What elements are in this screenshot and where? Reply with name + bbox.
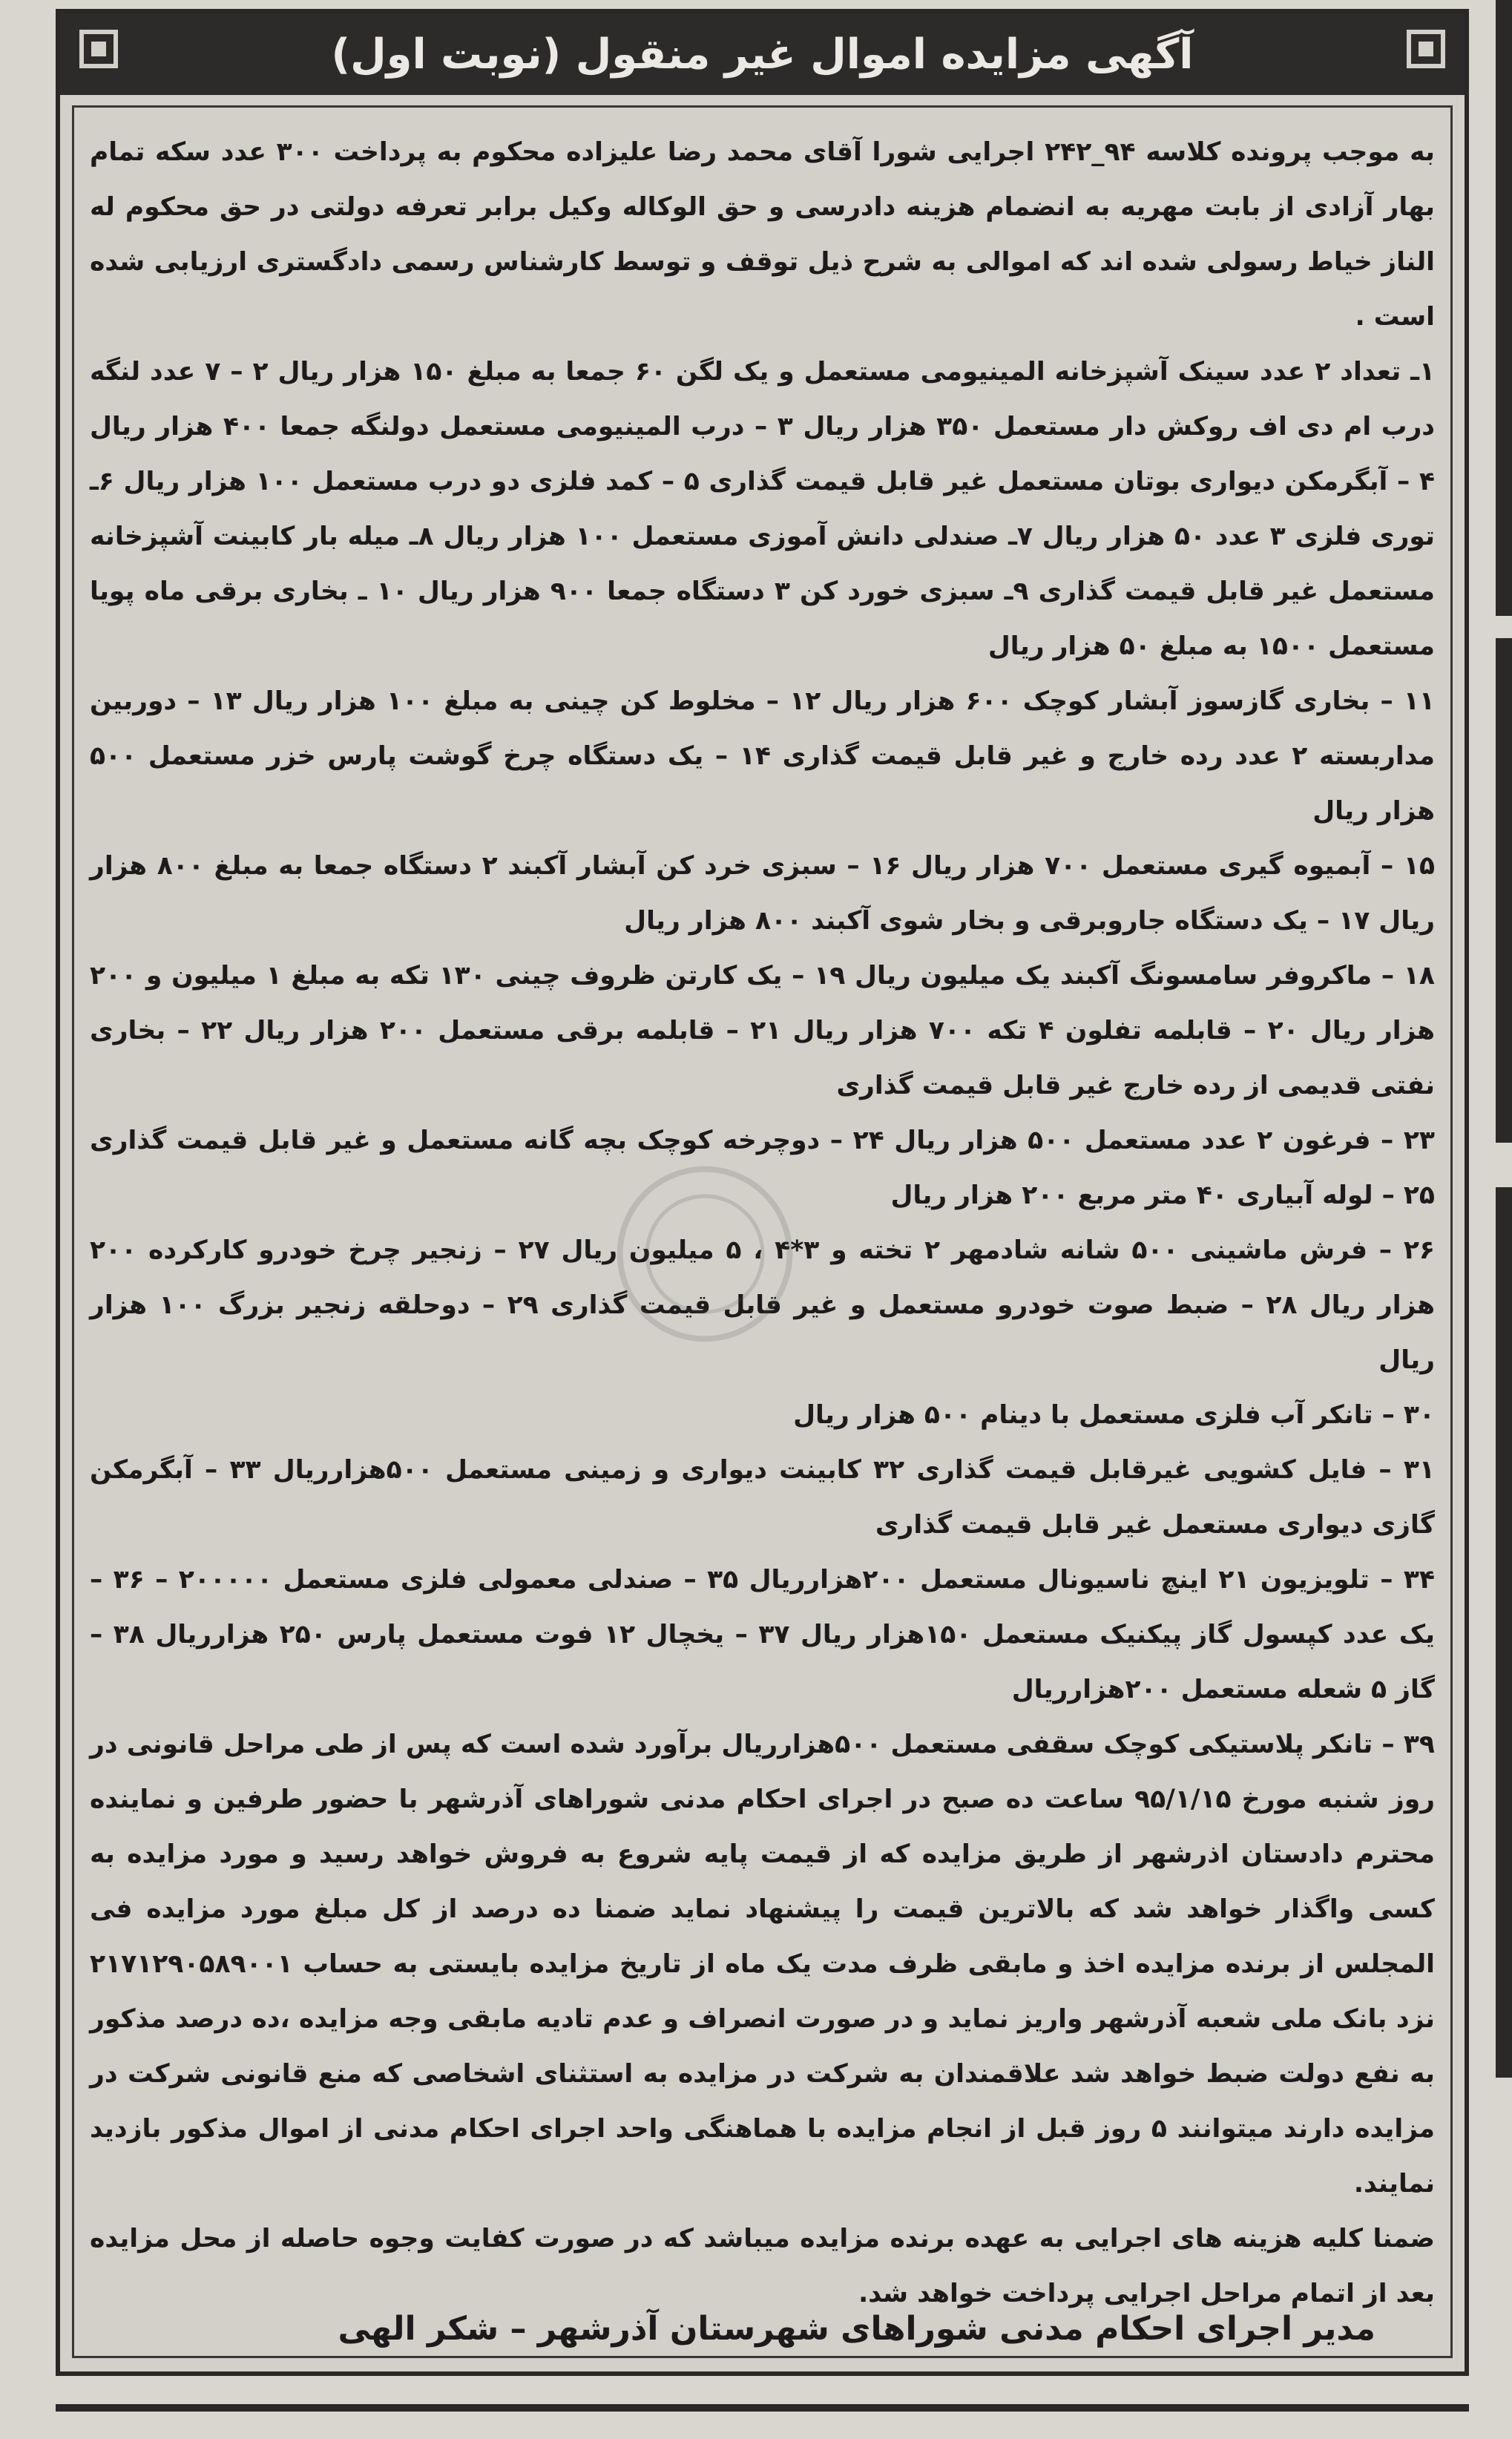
title-bar (60, 13, 1465, 95)
intro-paragraph: به موجب پرونده کلاسه ۹۴_۲۴۲ اجرایی شورا آقای محمد رضا علیزاده محکوم به پرداخت ۳۰۰ عدد سکه تمام بهار آزادی از بابت مهریه به انضمام هزینه دادرسی و حق الوکاله وکیل برابر تعرفه دولتی در حق محکوم له الناز خیاط رسولی شده اند که اموالی به شرح ذیل توقف و توسط کارشناس رسمی دادگستری ارزیابی شده است . (90, 137, 1435, 332)
page-edge-strip-top (1496, 0, 1512, 616)
costs-paragraph: ضمنا کلیه هزینه های اجرایی به عهده برنده مزایده میباشد که در صورت کفایت وجوه حاصله از محل مزایده بعد از اتمام مراحل اجرایی پرداخت خواهد شد. (90, 2224, 1435, 2308)
notice-title: آگهی مزایده اموال غیر منقول (نوبت اول) (331, 30, 1194, 79)
items-paragraph-6: ۲۶ – فرش ماشینی ۵۰۰ شانه شادمهر ۲ تخته و ۳*۴ ، ۵ میلیون ریال ۲۷ – زنجیر چرخ خودرو کارکرده ۲۰۰ هزار ریال ۲۸ – ضبط صوت خودرو مستعمل و غیر قابل قیمت گذاری ۲۹ – دوحلقه زنجیر بزرگ ۱۰۰ هزار ریال (90, 1235, 1436, 1375)
page-edge-strip-bottom (1496, 1187, 1512, 2078)
items-paragraph-7: ۳۰ – تانکر آب فلزی مستعمل با دینام ۵۰۰ هزار ریال (793, 1400, 1435, 1430)
items-paragraph-4: ۱۸ – ماکروفر سامسونگ آکبند یک میلیون ریال ۱۹ – یک کارتن ظروف چینی ۱۳۰ تکه به مبلغ ۱ میلیون و ۲۰۰ هزار ریال ۲۰ – قابلمه تفلون ۴ تکه ۷۰۰ هزار ریال ۲۱ – قابلمه برقی مستعمل ۲۰۰ هزار ریال ۲۲ – بخاری نفتی قدیمی از رده خارج غیر قابل قیمت گذاری (90, 961, 1436, 1100)
signature-line: مدیر اجرای احکام مدنی شوراهای شهرستان آذرشهر – شکر الهی (338, 2310, 1375, 2348)
auction-terms-paragraph: ۳۹ – تانکر پلاستیکی کوچک سقفی مستعمل ۵۰۰هزارریال برآورد شده است که پس از طی مراحل قانونی در روز شنبه مورخ ۹۵/۱/۱۵ ساعت ده صبح در اجرای احکام مدنی شوراهای آذرشهر با حضور طرفین و نماینده محترم دادستان اذرشهر از طریق مزایده که از قیمت پایه شروع به فروش خواهد رسید و مورد مزایده به کسی واگذار خواهد شد که بالاترین قیمت را پیشنهاد نماید ضمنا ده درصد از کل مبلغ مورد مزایده فی المجلس از برنده مزایده اخذ و مابقی ظرف مدت یک ماه از تاریخ مزایده بایستی به حساب ۲۱۷۱۲۹۰۵۸۹۰۰۱ نزد بانک ملی شعبه آذرشهر واریز نماید و در صورت انصراف و عدم تادیه مابقی وجه مزایده ،ده درصد مذکور به نفع دولت ضبط خواهد شد علاقمندان به شرکت در مزایده به استثنای اشخاصی که منع قانونی شرکت در مزایده دارند میتوانند ۵ روز قبل از انجام مزایده با هماهنگی واحد اجرای احکام مدنی از اموال مذکور بازدید نمایند. (90, 1730, 1436, 2199)
bottom-rule (56, 2404, 1469, 2412)
items-paragraph-3: ۱۵ – آبمیوه گیری مستعمل ۷۰۰ هزار ریال ۱۶ – سبزی خرد کن آبشار آکبند ۲ دستگاه جمعا به مبلغ ۸۰۰ هزار ریال ۱۷ – یک دستگاه جاروبرقی و بخار شوی آکبند ۸۰۰ هزار ریال (90, 851, 1436, 936)
page-edge-strip-middle (1496, 638, 1512, 1143)
corner-ornament-left (79, 30, 118, 68)
corner-ornament-right (1407, 30, 1445, 68)
items-paragraph-5: ۲۳ – فرغون ۲ عدد مستعمل ۵۰۰ هزار ریال ۲۴ – دوچرخه کوچک بچه گانه مستعمل و غیر قابل قیمت گذاری ۲۵ – لوله آبیاری ۴۰ متر مربع ۲۰۰ هزار ریال (90, 1126, 1435, 1210)
watermark-seal (608, 1158, 801, 1350)
items-paragraph-8: ۳۱ – فایل کشویی غیرقابل قیمت گذاری ۳۲ کابینت دیواری و زمینی مستعمل ۵۰۰هزارریال ۳۳ – آبگرمکن گازی دیواری مستعمل غیر قابل قیمت گذاری (90, 1455, 1435, 1540)
items-paragraph-9: ۳۴ – تلویزیون ۲۱ اینچ ناسیونال مستعمل ۲۰۰هزارریال ۳۵ – صندلی معمولی فلزی مستعمل ۲۰۰۰۰۰ – ۳۶ – یک عدد کپسول گاز پیکنیک مستعمل ۱۵۰هزار ریال ۳۷ – یخچال ۱۲ فوت مستعمل پارس ۲۵۰ هزارریال ۳۸ – گاز ۵ شعله مستعمل ۲۰۰هزارریال (90, 1565, 1436, 1704)
items-paragraph-2: ۱۱ – بخاری گازسوز آبشار کوچک ۶۰۰ هزار ریال ۱۲ – مخلوط کن چینی به مبلغ ۱۰۰ هزار ریال ۱۳ – دوربین مداربسته ۲ عدد رده خارج و غیر قابل قیمت گذاری ۱۴ – یک دستگاه چرخ گوشت پارس خزر مستعمل ۵۰۰ هزار ریال (90, 686, 1435, 826)
items-paragraph-1: ۱ـ تعداد ۲ عدد سینک آشپزخانه المینیومی مستعمل و یک لگن ۶۰ جمعا به مبلغ ۱۵۰ هزار ریال ۲ – ۷ عدد لنگه درب ام دی اف روکش دار مستعمل ۳۵۰ هزار ریال ۳ – درب المینیومی مستعمل دولنگه جمعا ۴۰۰ هزار ریال ۴ – آبگرمکن دیواری بوتان مستعمل غیر قابل قیمت گذاری ۵ – کمد فلزی دو درب مستعمل ۱۰۰ هزار ریال ۶ـ توری فلزی ۳ عدد ۵۰ هزار ریال ۷ـ صندلی دانش آموزی مستعمل ۱۰۰ هزار ریال ۸ـ میله بار کابینت آشپزخانه مستعمل غیر قابل قیمت گذاری ۹ـ سبزی خورد کن ۳ دستگاه جمعا ۹۰۰ هزار ریال ۱۰ ـ بخاری برقی ماه پویا مستعمل ۱۵۰۰ به مبلغ ۵۰ هزار ریال (90, 357, 1436, 661)
